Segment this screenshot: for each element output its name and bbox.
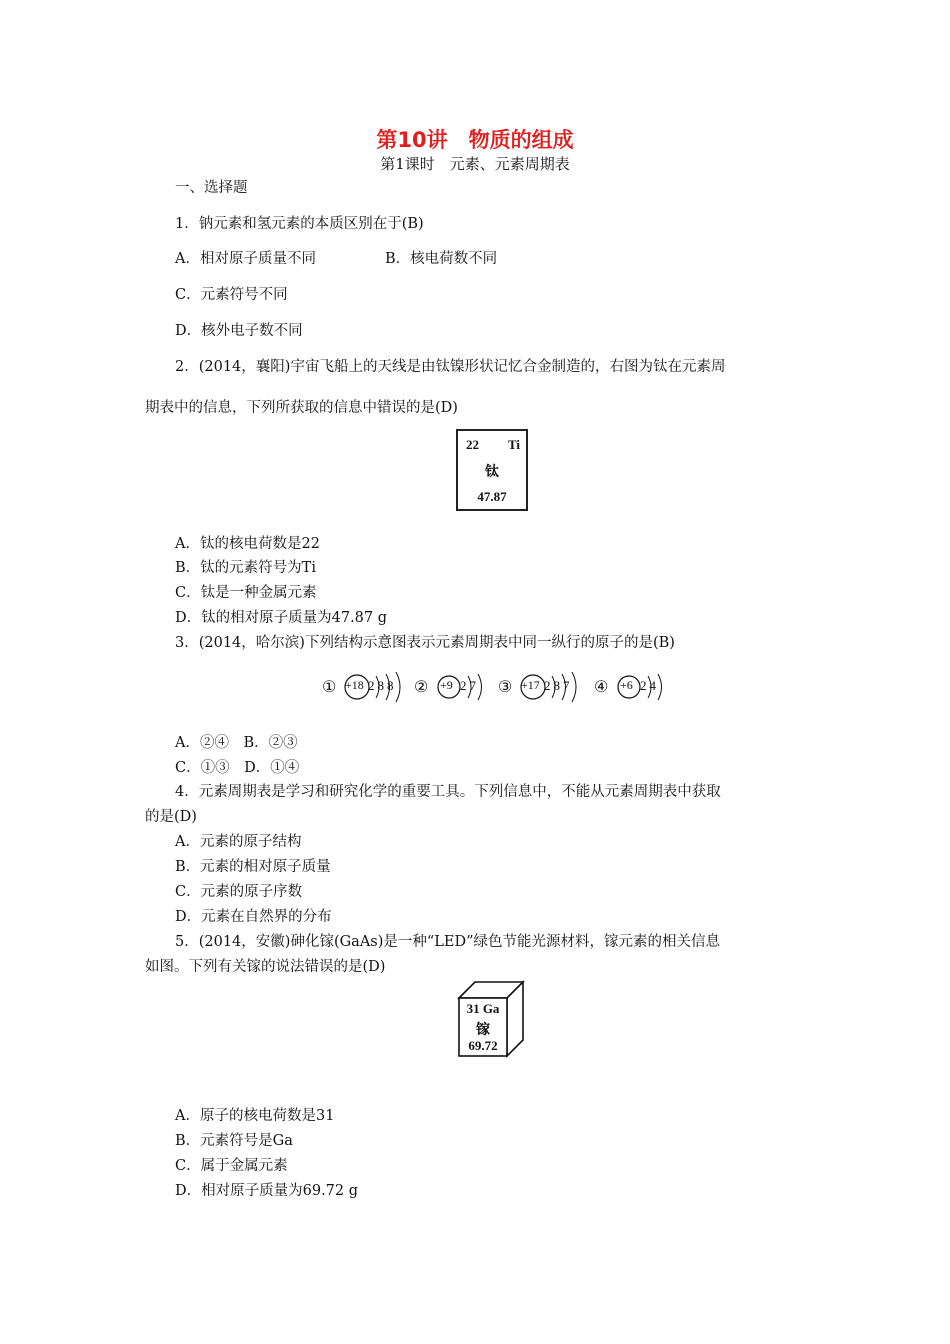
q5-option-a: A．原子的核电荷数是31 <box>175 1108 335 1124</box>
titanium-mass: 47.87 <box>477 489 507 504</box>
q2-option-d: D．钛的相对原子质量为47.87 g <box>175 610 388 626</box>
atom-1-shells: 288 <box>368 678 397 693</box>
q2-option-a: A．钛的核电荷数是22 <box>175 536 320 552</box>
section-heading: 一、选择题 <box>175 180 248 196</box>
atom-2-shells: 27 <box>460 678 479 693</box>
q1-stem: 1．钠元素和氢元素的本质区别在于(B) <box>175 216 424 232</box>
atom-diagram-1 <box>322 672 412 702</box>
gallium-mass: 69.72 <box>468 1038 498 1053</box>
atom-diagram-3 <box>498 672 588 702</box>
atom-4-label: ④ <box>594 679 609 696</box>
q5-option-c: C．属于金属元素 <box>175 1158 288 1174</box>
titanium-name: 钛 <box>485 464 499 480</box>
page-subtitle: 第1课时 元素、元素周期表 <box>380 155 570 173</box>
q4-option-c: C．元素的原子序数 <box>175 884 303 900</box>
q4-option-b: B．元素的相对原子质量 <box>175 859 331 875</box>
atom-4-shells: 24 <box>640 678 659 693</box>
titanium-symbol: Ti <box>507 437 520 452</box>
q1-option-b: B．核电荷数不同 <box>385 251 498 267</box>
titanium-atomic-number: 22 <box>466 437 479 452</box>
atom-3-shells: 287 <box>544 678 573 693</box>
q1-option-c: C．元素符号不同 <box>175 287 288 303</box>
atom-1-label: ① <box>322 679 337 696</box>
q2-option-b: B．钛的元素符号为Ti <box>175 560 316 576</box>
atom-diagram-4 <box>594 672 674 702</box>
q4-stem-line2: 的是(D) <box>145 809 197 825</box>
q1-option-d: D．核外电子数不同 <box>175 323 303 339</box>
titanium-element-card <box>456 429 528 511</box>
page-title: 第10讲 物质的组成 <box>376 128 574 152</box>
atom-2-label: ② <box>414 679 429 696</box>
q4-option-a: A．元素的原子结构 <box>175 834 302 850</box>
q5-option-b: B．元素符号是Ga <box>175 1133 293 1149</box>
q3-stem: 3．(2014，哈尔滨)下列结构示意图表示元素周期表中同一纵行的原子的是(B) <box>175 635 675 651</box>
q5-stem-line2: 如图。下列有关镓的说法错误的是(D) <box>145 959 386 975</box>
q3-options-cd: C．①③ D．①④ <box>175 760 300 776</box>
atom-2-nucleus: +9 <box>440 678 453 692</box>
atom-3-nucleus: +17 <box>521 678 540 692</box>
q5-stem-line1: 5．(2014，安徽)砷化镓(GaAs)是一种“LED”绿色节能光源材料，镓元素的相关信息 <box>175 934 721 950</box>
q2-option-c: C．钛是一种金属元素 <box>175 585 317 601</box>
q2-stem-line2: 期表中的信息，下列所获取的信息中错误的是(D) <box>145 400 458 416</box>
q4-option-d: D．元素在自然界的分布 <box>175 909 332 925</box>
q1-option-a: A．相对原子质量不同 <box>175 251 316 267</box>
atom-4-nucleus: +6 <box>620 678 633 692</box>
atom-diagram-2 <box>414 672 494 702</box>
q2-stem-line1: 2．(2014，襄阳)宇宙飞船上的天线是由钛镍形状记忆合金制造的，右图为钛在元素周 <box>175 359 726 375</box>
q4-stem-line1: 4．元素周期表是学习和研究化学的重要工具。下列信息中，不能从元素周期表中获取 <box>175 784 721 800</box>
q5-option-d: D．相对原子质量为69.72 g <box>175 1183 359 1199</box>
gallium-name: 镓 <box>476 1022 490 1038</box>
q3-options-ab: A．②④ B．②③ <box>175 735 298 751</box>
atom-3-label: ③ <box>498 679 513 696</box>
atom-1-nucleus: +18 <box>345 678 364 692</box>
gallium-number-symbol: 31 Ga <box>466 1001 500 1016</box>
